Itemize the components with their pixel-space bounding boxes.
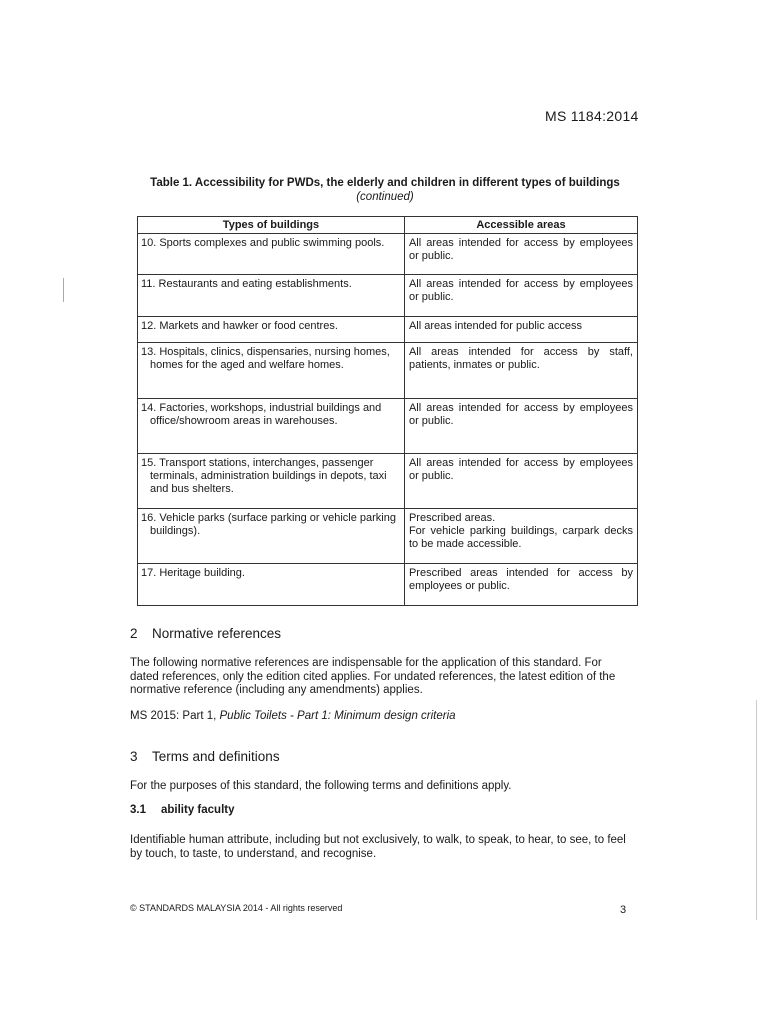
column-header-areas: Accessible areas — [404, 217, 637, 234]
building-type-cell: 10. Sports complexes and public swimming pools. — [138, 234, 405, 275]
accessible-area-cell: All areas intended for access by employees or public. — [404, 234, 637, 275]
normative-references-paragraph: The following normative references are indispensable for the application of this standard. For dated references, only the edition cited applies. For undated references, the latest edition of the normative reference (including any amendments) applies. — [130, 657, 616, 696]
definition-paragraph: Identifiable human attribute, including but not exclusively, to walk, to speak, to hear, to see, to feel by touch, to taste, to understand, and recognise. — [130, 834, 626, 860]
building-type-cell: 12. Markets and hawker or food centres. — [138, 317, 405, 343]
document-id: MS 1184:2014 — [545, 108, 639, 124]
accessible-area-cell: Prescribed areas intended for access by employees or public. — [404, 564, 637, 606]
normative-reference-item — [130, 710, 630, 724]
section-title: Terms and definitions — [152, 749, 280, 764]
subsection-heading — [130, 804, 235, 816]
table-caption — [130, 176, 640, 204]
section-number: 3 — [130, 749, 138, 764]
terms-intro-paragraph: For the purposes of this standard, the following terms and definitions apply. — [130, 780, 512, 792]
subsection-number: 3.1 — [130, 804, 146, 816]
page-number: 3 — [620, 904, 627, 916]
reference-title: Public Toilets - Part 1: Minimum design criteria — [219, 710, 456, 722]
accessible-area-cell: All areas intended for access by employees or public. — [404, 399, 637, 454]
building-type-cell: 13. Hospitals, clinics, dispensaries, nursing homes, homes for the aged and welfare homes. — [138, 343, 405, 399]
table-row — [138, 343, 638, 399]
accessible-area-line: For vehicle parking buildings, carpark decks to be made accessible. — [408, 525, 633, 550]
accessible-area-cell: All areas intended for access by staff, patients, inmates or public. — [404, 343, 637, 399]
scan-artifact — [63, 278, 64, 302]
accessible-area-cell: All areas intended for access by employees or public. — [404, 454, 637, 509]
accessibility-table — [137, 216, 638, 606]
scan-artifact — [756, 700, 757, 920]
building-type-cell: 16. Vehicle parks (surface parking or vehicle parking buildings). — [138, 509, 405, 564]
table-row — [138, 454, 638, 509]
table-row — [138, 234, 638, 275]
table-row — [138, 564, 638, 606]
accessible-area-cell: All areas intended for public access — [404, 317, 637, 343]
accessible-area-cell: All areas intended for access by employees or public. — [404, 275, 637, 317]
section-heading-normative-references — [130, 626, 281, 641]
subsection-title: ability faculty — [161, 804, 235, 816]
table-row — [138, 509, 638, 564]
table-caption-title: Table 1. Accessibility for PWDs, the elderly and children in different types of buildings — [150, 177, 620, 189]
building-type-cell: 14. Factories, workshops, industrial buildings and office/showroom areas in warehouses. — [138, 399, 405, 454]
table-row — [138, 399, 638, 454]
section-title: Normative references — [152, 626, 282, 641]
building-type-cell: 17. Heritage building. — [138, 564, 405, 606]
table-header-row — [138, 217, 638, 234]
building-type-cell: 15. Transport stations, interchanges, passenger terminals, administration buildings in depots, taxi and bus shelters. — [138, 454, 405, 509]
column-header-types: Types of buildings — [138, 217, 405, 234]
reference-code: MS 2015: Part 1, — [130, 710, 220, 722]
building-type-cell: 11. Restaurants and eating establishments. — [138, 275, 405, 317]
table-row — [138, 275, 638, 317]
section-number: 2 — [130, 626, 138, 641]
accessible-area-cell — [404, 509, 637, 564]
copyright-footer: © STANDARDS MALAYSIA 2014 - All rights reserved — [130, 903, 343, 913]
section-heading-terms-definitions — [130, 749, 280, 764]
accessible-area-line: Prescribed areas. — [408, 512, 496, 524]
table-caption-continued: (continued) — [356, 191, 414, 203]
table-row — [138, 317, 638, 343]
